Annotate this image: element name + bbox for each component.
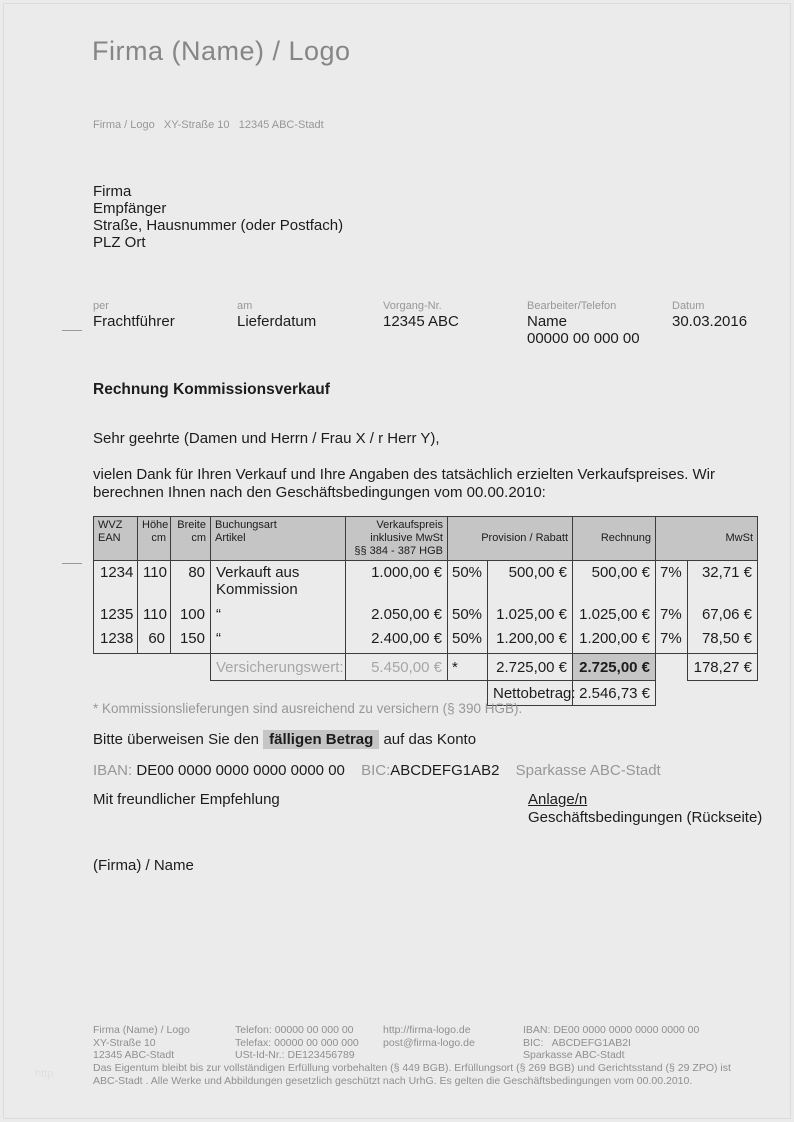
footer-company-col: Firma (Name) / Logo XY-Straße 10 12345 ABC-Stadt (93, 1024, 190, 1061)
cell-provision: 1.025,00 € (488, 605, 573, 629)
info-label: Datum (672, 300, 705, 312)
info-col-datum (672, 300, 747, 330)
footnote: * Kommissionslieferungen sind ausreichend zu versichern (§ 390 HGB). (93, 701, 523, 716)
nettobetrag-value: 2.546,73 € (573, 681, 656, 706)
cell-verkaufspreis: 1.000,00 € (346, 561, 448, 606)
asterisk-marker: * (448, 654, 488, 681)
cell-provision-pct: 50% (448, 629, 488, 654)
table-row (94, 629, 758, 654)
company-title: Firma (Name) / Logo (92, 36, 351, 66)
cell-mwst-pct: 7% (656, 629, 688, 654)
recipient-line: Firma (93, 183, 132, 200)
legal-line: Das Eigentum bleibt bis zur vollständigen Erfüllung vorbehalten (§ 449 BGB). Erfüllungsort (§ 269 BGB) und Gerichtsstand (§ 29 ZPO) ist (93, 1062, 731, 1074)
info-col-bearbeiter (527, 300, 640, 347)
col-header-mwst: MwSt (656, 517, 758, 561)
cell-hoehe: 110 (138, 561, 171, 606)
fold-mark (62, 330, 82, 331)
cell-artikel: “ (211, 629, 346, 654)
cell-mwst: 32,71 € (688, 561, 758, 606)
nettobetrag-label: Nettobetrag: (488, 681, 573, 706)
enclosure-title: Anlage/n (528, 791, 588, 808)
bank-details (93, 762, 661, 779)
info-value: Lieferdatum (237, 313, 317, 330)
col-header-provision: Provision / Rabatt (448, 517, 573, 561)
cell-breite: 150 (171, 629, 211, 654)
iban-label: IBAN: (93, 762, 133, 779)
versicherungswert-label: Versicherungswert: (211, 654, 346, 681)
cell-mwst: 78,50 € (688, 629, 758, 654)
cell-breite: 80 (171, 561, 211, 606)
signature-name: (Firma) / Name (93, 857, 194, 874)
info-col-per (93, 300, 175, 330)
recipient-address (93, 183, 343, 251)
col-header-rechnung: Rechnung (573, 517, 656, 561)
enclosure-block (528, 791, 762, 826)
bank-name: Sparkasse ABC-Stadt (515, 762, 661, 779)
table-row (94, 605, 758, 629)
versicherungswert-value: 5.450,00 € (346, 654, 448, 681)
payment-text-after: auf das Konto (383, 731, 477, 748)
table-row (94, 561, 758, 606)
cell-artikel: Verkauft aus Kommission (211, 561, 346, 606)
cell-provision: 500,00 € (488, 561, 573, 606)
cell-hoehe: 110 (138, 605, 171, 629)
rechnung-total: 2.725,00 € (573, 654, 656, 681)
cell-rechnung: 1.025,00 € (573, 605, 656, 629)
col-header-breite: Breite cm (171, 517, 211, 561)
intro-line: berechnen Ihnen nach den Geschäftsbedingungen vom 00.00.2010: (93, 483, 546, 501)
cell-wvz: 1235 (94, 605, 138, 629)
info-row (93, 300, 783, 356)
info-value: 12345 ABC (383, 313, 459, 330)
bic-value: ABCDEFG1AB2 (390, 762, 500, 779)
cell-mwst-pct: 7% (656, 605, 688, 629)
cell-provision-pct: 50% (448, 561, 488, 606)
cell-wvz: 1234 (94, 561, 138, 606)
cell-verkaufspreis: 2.400,00 € (346, 629, 448, 654)
intro-line: vielen Dank für Ihren Verkauf und Ihre Angaben des tatsächlich erzielten Verkaufspreises. Wir (93, 466, 716, 483)
col-header-verkaufspreis: Verkaufspreis inklusive MwSt §§ 384 - 387 HGB (346, 517, 448, 561)
info-label: am (237, 300, 253, 312)
closing-regards: Mit freundlicher Empfehlung (93, 791, 280, 808)
sender-line: Firma / Logo XY-Straße 10 12345 ABC-Stadt (93, 119, 324, 131)
info-col-am (237, 300, 316, 330)
summary-row (94, 654, 758, 681)
payment-highlight: fälligen Betrag (263, 730, 379, 749)
cell-artikel: “ (211, 605, 346, 629)
mwst-total: 178,27 € (688, 654, 758, 681)
cell-wvz: 1238 (94, 629, 138, 654)
intro-paragraph (93, 466, 715, 501)
footer-contact-col: Telefon: 00000 00 000 00 Telefax: 00000 00 000 000 USt-Id-Nr.: DE123456789 (235, 1024, 359, 1061)
document-title: Rechnung Kommissionsverkauf (93, 381, 330, 398)
info-value: Frachtführer (93, 313, 175, 330)
iban-value: DE00 0000 0000 0000 0000 00 (136, 762, 345, 779)
cell-rechnung: 500,00 € (573, 561, 656, 606)
payment-instruction (93, 731, 476, 748)
info-label: Vorgang-Nr. (383, 300, 442, 312)
cell-provision: 1.200,00 € (488, 629, 573, 654)
salutation: Sehr geehrte (Damen und Herrn / Frau X / r Herr Y), (93, 430, 440, 447)
col-header-buchungsart: Buchungsart Artikel (211, 517, 346, 561)
fold-mark (62, 563, 82, 564)
footer-bank-col: IBAN: DE00 0000 0000 0000 0000 00 BIC: ABCDEFG1AB2I Sparkasse ABC-Stadt (523, 1024, 700, 1061)
payment-text-before: Bitte überweisen Sie den (93, 731, 259, 748)
footer-legal (93, 1062, 783, 1088)
recipient-line: Empfänger (93, 200, 167, 217)
watermark: http (35, 1068, 54, 1080)
cell-hoehe: 60 (138, 629, 171, 654)
enclosure-item: Geschäftsbedingungen (Rückseite) (528, 808, 763, 826)
info-col-vorgang-nr (383, 300, 459, 330)
info-label: per (93, 300, 109, 312)
info-value: 30.03.2016 (672, 313, 748, 330)
cell-verkaufspreis: 2.050,00 € (346, 605, 448, 629)
table-header-row (94, 517, 758, 561)
provision-total: 2.725,00 € (488, 654, 573, 681)
cell-mwst: 67,06 € (688, 605, 758, 629)
info-label: Bearbeiter/Telefon (527, 300, 617, 312)
recipient-line: PLZ Ort (93, 234, 146, 251)
cell-provision-pct: 50% (448, 605, 488, 629)
col-header-hoehe: Höhe cm (138, 517, 171, 561)
info-phone: 00000 00 000 00 (527, 330, 640, 347)
legal-line: ABC-Stadt . Alle Werke und Abbildungen gesetzlich geschützt nach UrhG. Es gelten die Geschäftsbedingungen vom 00.00.2010. (93, 1075, 693, 1087)
footer-web-col: http://firma-logo.de post@firma-logo.de (383, 1024, 475, 1049)
cell-mwst-pct: 7% (656, 561, 688, 606)
recipient-line: Straße, Hausnummer (oder Postfach) (93, 217, 344, 234)
bic-label: BIC: (361, 762, 391, 779)
commission-table (93, 516, 758, 706)
cell-rechnung: 1.200,00 € (573, 629, 656, 654)
col-header-wvz-ean: WVZ EAN (94, 517, 138, 561)
cell-breite: 100 (171, 605, 211, 629)
info-value: Name (527, 313, 568, 330)
